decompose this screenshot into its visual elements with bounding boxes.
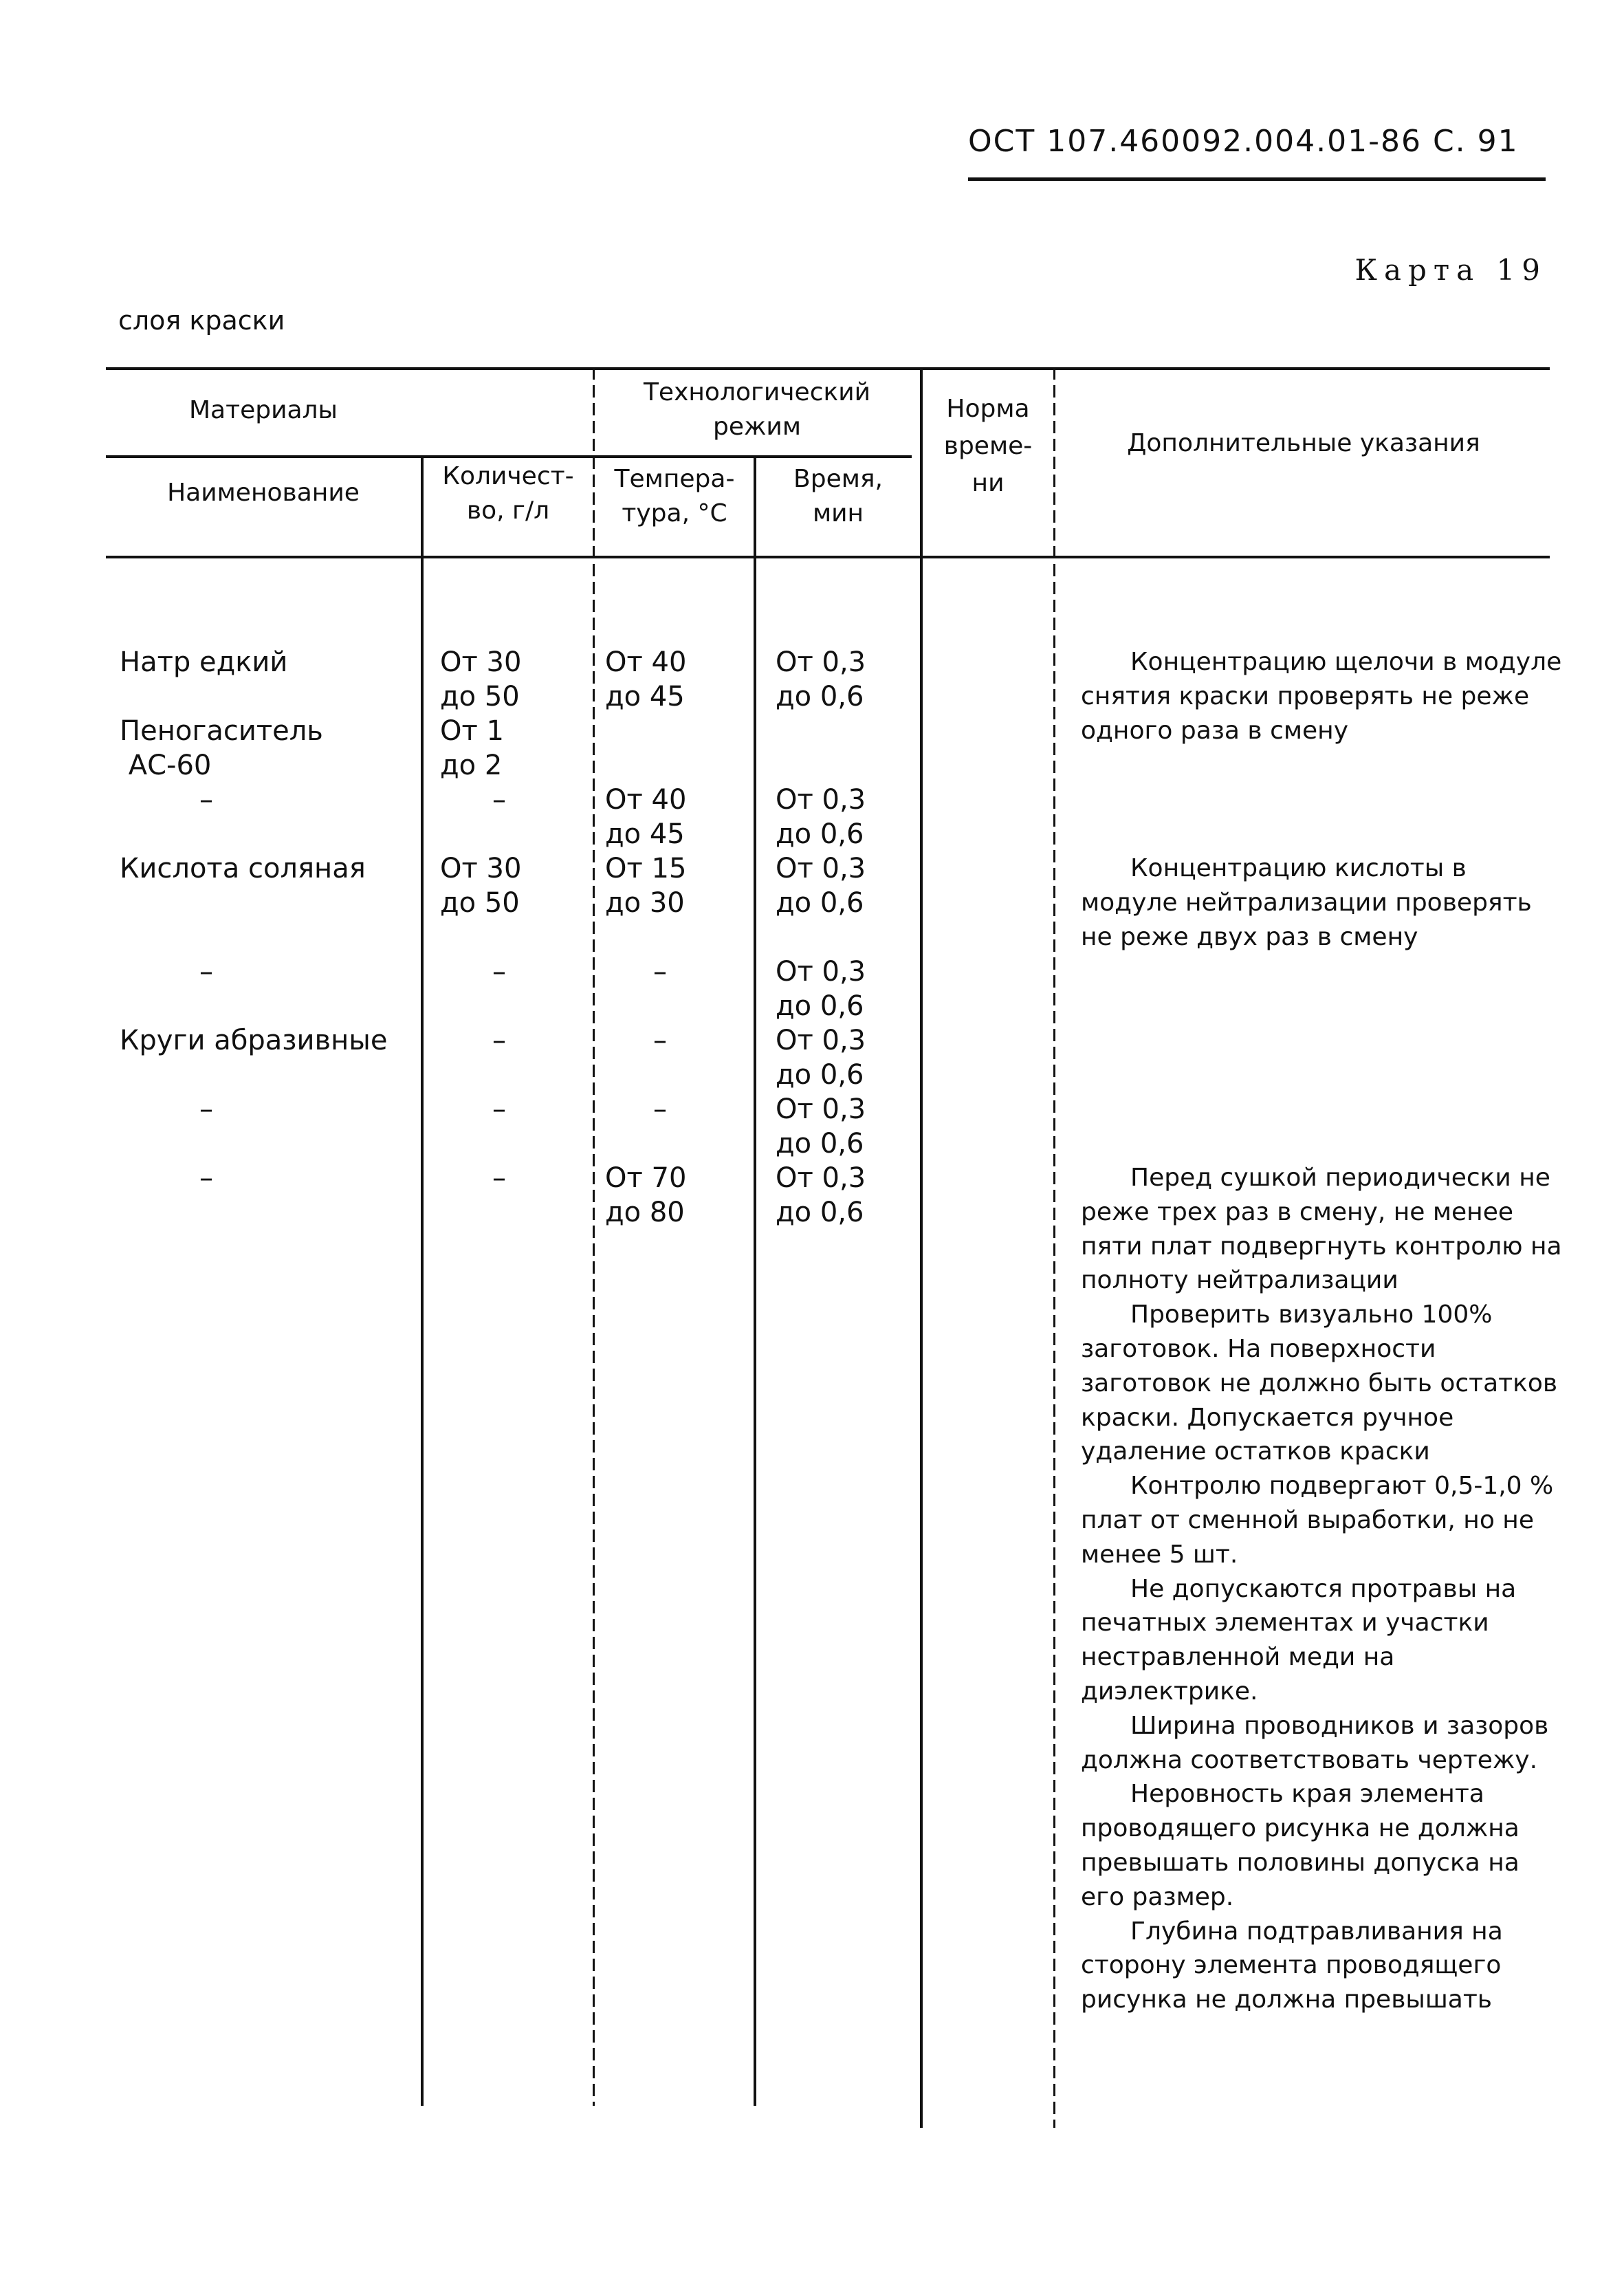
col-divider-temp [593,367,595,2106]
header-mid-border [106,455,912,458]
row-name: – [199,1093,213,1125]
col-divider-time [754,455,756,2106]
row-quantity: – [492,1093,506,1125]
row-name: Пеногаситель АС-60 [120,715,323,781]
row-name: – [199,1162,213,1194]
header-name: Наименование [167,479,360,507]
row-temperature: – [653,956,667,988]
row-quantity: От 30 до 50 [440,853,522,919]
col-divider-qty [421,455,424,2106]
card-label: Карта 19 [1354,253,1547,287]
row-time: От 0,3 до 0,6 [776,853,866,919]
subtitle: слоя краски [118,305,285,336]
table-top-border [106,367,1550,370]
row-temperature: От 15 до 30 [605,853,687,919]
header-quantity: Количест- во, г/л [442,462,574,525]
header-temperature: Темпера- тура, °С [614,465,735,527]
row-name: – [199,956,213,988]
header-materials: Материалы [189,396,338,424]
row-name: Натр едкий [120,646,288,678]
header-bottom-border [106,556,1550,558]
row-temperature: – [653,1093,667,1125]
row-quantity: От 30 до 50 [440,646,522,712]
row-quantity: – [492,1162,506,1194]
header-time: Время, мин [793,465,883,527]
row-quantity: – [492,784,506,816]
row-time: От 0,3 до 0,6 [776,956,866,1022]
row-time: От 0,3 до 0,6 [776,1162,866,1228]
row-quantity: – [492,1025,506,1056]
row-temperature: От 40 до 45 [605,646,687,712]
row-time: От 0,3 до 0,6 [776,1025,866,1091]
row-temperature: – [653,1025,667,1056]
row-name: – [199,784,213,816]
row-time: От 0,3 до 0,6 [776,646,866,712]
header-extra: Дополнительные указания [1127,429,1480,457]
col-divider-norm [920,367,923,2128]
header-time-norm: Норма време- ни [943,395,1033,497]
row-time: От 0,3 до 0,6 [776,1093,866,1160]
header-rule [968,177,1546,181]
note-alkali: Концентрацию щелочи в модуле снятия краски проверять не реже одного раза в смену [1081,648,1562,745]
row-name: Кислота соляная [120,853,366,884]
row-temperature: От 40 до 45 [605,784,687,850]
note-acid: Концентрацию кислоты в модуле нейтрализации проверять не реже двух раз в смену [1081,854,1532,951]
row-name: Круги абразивные [120,1025,388,1056]
note-control: Перед сушкой периодически не реже трех раз в смену, не менее пяти плат подвергнуть контролю на полноту нейтрализации Проверить визуально 100% заготовок. На поверхности заготовок не должно быть остатков краски. Допускается ручное удаление остатков краски Контролю подвергают 0,5-1,0 % плат от сменной выработки, но не менее 5 шт. Не допускаются протравы на печатных элементах и участки нестравленной меди на диэлектрике. Ширина проводников и зазоров должна соответствовать чертежу. Неровность края элемента проводящего рисунка не должна превышать половины допуска на его размер. Глубина подтравливания на сторону элемента проводящего рисунка не должна превышать [1081,1164,1562,2014]
header-tech-mode: Технологический режим [643,378,871,441]
row-temperature: От 70 до 80 [605,1162,687,1228]
col-divider-extra [1053,367,1055,2128]
row-quantity: – [492,956,506,988]
row-time: От 0,3 до 0,6 [776,784,866,850]
document-code: ОСТ 107.460092.004.01-86 С. 91 [968,124,1519,159]
row-quantity: От 1 до 2 [440,715,504,781]
